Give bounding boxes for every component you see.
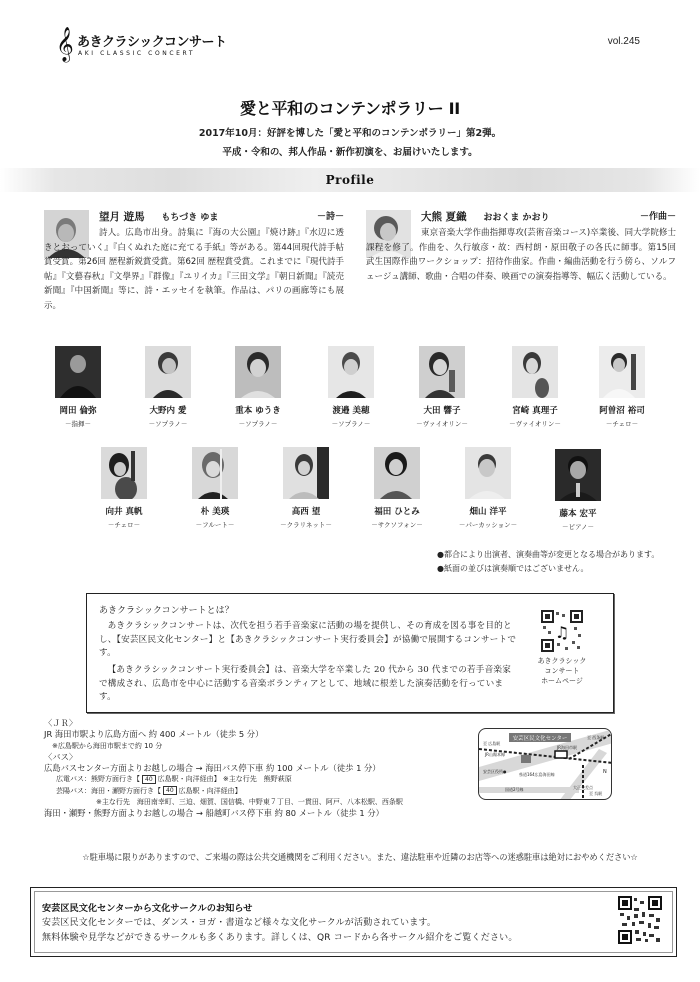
performer-name: 大野内 愛 — [149, 406, 187, 416]
performer-photo — [235, 346, 281, 398]
jr-heading: 〈ＪＲ〉 — [44, 718, 78, 728]
performer-card — [84, 447, 164, 529]
performer-name: 向井 真帆 — [105, 507, 143, 517]
concert-title: 愛と平和のコンテンポラリー II — [240, 99, 460, 118]
notice-item: ●紙面の並びは演奏順ではございません。 — [437, 564, 589, 573]
performer-role: －ヴァイオリン－ — [509, 420, 561, 428]
geiyo-destinations: ※主な行先 海田南幸町、三迫、畑賀、国信橋、中野東７丁目、一貫田、阿戸、八本松駅、西条駅 — [96, 798, 403, 807]
performer-name: 大田 響子 — [423, 406, 461, 416]
bio-name: 望月 遊馬 — [99, 211, 145, 223]
performer-role: －パーカッション－ — [458, 521, 518, 529]
performer-role: －チェロ－ — [107, 521, 141, 529]
performer-role: －指揮－ — [65, 420, 91, 428]
map-label-ward: 安芸区役所● — [483, 769, 507, 774]
performer-card — [311, 346, 391, 428]
performer-photo — [283, 447, 329, 499]
logo-text-jp: あきクラシックコンサート — [77, 35, 227, 50]
bio-role: －作曲－ — [639, 212, 676, 222]
performer-name: 福田 ひとみ — [374, 507, 420, 517]
bus-label: 広電バス：熊野方面行き【 — [56, 775, 140, 784]
subtitle-line-1: 2017年10月：好評を博した「愛と平和のコンテンポラリー」第2弾。 — [198, 128, 502, 139]
concert-logo — [56, 28, 226, 62]
geiyo-bus — [44, 786, 474, 797]
performer-photo — [599, 346, 645, 398]
performer-photo — [55, 346, 101, 398]
bio-kana: おおくま かおり — [483, 213, 550, 223]
homepage-qr-code[interactable] — [541, 610, 583, 652]
bus-directions-2: 海田・瀬野・熊野方面よりお越しの場合 → 船越町バス停下車 約 80 メートル（徒歩 1 分） — [44, 808, 384, 819]
bus-directions-1: 広島バスセンター方面よりお越しの場合 → 海田バス停下車 約 100 メートル（徒歩 1 分） — [44, 763, 381, 774]
svg-text:♫: ♫ — [554, 623, 570, 642]
bio-kana: もちづき ゆま — [161, 213, 219, 223]
circle-qr-code[interactable] — [618, 896, 662, 944]
performer-name: 朴 美瑛 — [200, 507, 230, 517]
map-label-route: 県道164広島海田線 — [519, 772, 555, 777]
map-label-route2: 国道2号線 — [505, 787, 524, 792]
logo-text-en: AKI CLASSIC CONCERT — [78, 50, 196, 57]
about-title: あきクラシックコンサートとは？ — [99, 606, 234, 616]
bio-header — [99, 210, 344, 226]
performer-role: －ピアノ－ — [562, 523, 594, 531]
profile-heading: Profile — [325, 173, 375, 187]
qr-caption — [525, 656, 599, 686]
access-map — [478, 728, 612, 800]
map-label-station: JR海田市駅 — [557, 745, 577, 750]
jr-note: ※広島駅から海田市駅まで約 10 分 — [52, 741, 163, 750]
performer-photo — [145, 346, 191, 398]
bio-role: －詩－ — [316, 212, 344, 222]
map-label-kure: 至 呉駅 — [589, 791, 603, 796]
treble-clef-icon: 𝄞 — [56, 27, 74, 62]
map-label-intersection: 大正交差点 — [573, 785, 593, 790]
map-label-sanyo: JR山陽本線 — [485, 752, 505, 757]
performer-card — [38, 346, 118, 428]
performer-card — [538, 449, 618, 531]
performer-photo — [419, 346, 465, 398]
performer-photo — [101, 447, 147, 499]
performer-name: 阿曽沼 裕司 — [599, 406, 645, 416]
map-label-center: 安芸区民文化センター — [512, 736, 568, 742]
performer-card — [402, 346, 482, 428]
performer-photo — [374, 447, 420, 499]
bus-route: 広島駅・向洋経由】 ※主な行先 熊野萩原 — [157, 775, 292, 784]
bus-heading: 〈バス〉 — [44, 751, 78, 762]
circle-title: 安芸区民文化センターから文化サークルのお知らせ — [42, 903, 253, 914]
hiroden-bus — [44, 774, 474, 785]
performer-role: －ヴァイオリン－ — [416, 420, 468, 428]
performer-name: 重本 ゆうき — [235, 406, 281, 416]
performer-name: 宮崎 真理子 — [512, 406, 558, 416]
performer-name: 岡田 倫弥 — [59, 406, 97, 416]
performer-card — [175, 447, 255, 529]
performer-role: －クラリネット－ — [280, 521, 332, 529]
subtitle-line-2: 平成・令和の、邦人作品・新作初演を、お届けいたします。 — [222, 147, 478, 158]
map-label-hiroshima: 至 広島駅 — [483, 741, 501, 746]
circle-line-1: 安芸区民文化センターでは、ダンス・ヨガ・書道など様々な文化サークルが活動されています。 — [42, 918, 437, 928]
performer-card — [128, 346, 208, 428]
performer-name: 渡邉 美穂 — [332, 406, 370, 416]
map-label-saijo: 至 西条駅 — [587, 735, 605, 740]
performer-card — [448, 447, 528, 529]
qr-caption-line: コンサート — [544, 667, 580, 675]
performer-photo — [512, 346, 558, 398]
performer-photo — [465, 447, 511, 499]
bio-text: 東京音楽大学作曲指揮専攻(芸術音楽コース)卒業後、同大学院修士課程を修了。作曲を、久行敏彦・故：西村朗・原田敬子の各氏に師事。第15回 武生国際作曲ワークショップ：招待作曲家。作曲・編曲活動を行う傍ら、ソルフェージュ講師、歌曲・合唱の伴奏、映画での演奏指導等、幅広く活動している。 — [366, 228, 676, 282]
culture-circle-box — [30, 887, 677, 957]
qr-caption-line: あきクラシック — [537, 657, 587, 665]
performer-role: －ソプラノ－ — [148, 420, 188, 428]
bio-header — [421, 210, 676, 226]
performer-role: －サクソフォン－ — [371, 521, 423, 529]
circle-line-2: 無料体験や見学などができるサークルも多くあります。詳しくは、QR コードから各サークル紹介をご覧ください。 — [42, 933, 518, 943]
performer-name: 畑山 洋平 — [469, 507, 507, 517]
performer-role: －ソプラノ－ — [331, 420, 371, 428]
access-info — [44, 718, 474, 820]
bus-number: 40 — [142, 775, 156, 784]
notice-list — [437, 548, 659, 576]
notice-item: ●都合により出演者、演奏曲等が変更となる場合があります。 — [437, 550, 660, 559]
performer-card — [218, 346, 298, 428]
north-arrow-icon: N — [603, 769, 607, 775]
performer-role: －チェロ－ — [605, 420, 639, 428]
performer-name: 高西 望 — [291, 507, 321, 517]
performer-card — [582, 346, 662, 428]
performer-photo — [328, 346, 374, 398]
jr-directions: JR 海田市駅より広島方面へ 約 400 メートル（徒歩 5 分） — [44, 729, 264, 740]
bus-route: 広島駅・向洋経由】 — [178, 786, 242, 795]
about-paragraph-2: 【あきクラシックコンサート実行委員会】は、音楽大学を卒業した 20 代から 30 代までの若手音楽家で構成され、広島市を中心に活動する音楽ボランティアとして、地域に根差した演奏活動を行っています。 — [99, 665, 511, 702]
bio-name: 大熊 夏織 — [421, 211, 467, 223]
performer-photo — [555, 449, 601, 501]
performer-role: －フルート－ — [195, 521, 235, 529]
parking-notice: ☆駐車場に限りがありますので、ご来場の際は公共交通機関をご利用ください。また、違法駐車や近隣のお店等への迷惑駐車は絶対におやめください☆ — [82, 852, 638, 862]
profile-section-header — [0, 168, 700, 192]
performer-card — [495, 346, 575, 428]
about-concert-box — [86, 593, 614, 713]
bus-number: 40 — [163, 786, 177, 795]
about-paragraph-1: あきクラシックコンサートは、次代を担う若手音楽家に活動の場を提供し、その育成を図る事を目的とし、【安芸区民文化センター】と【あきクラシックコンサート実行委員会】が協働で展開するコンサートです。 — [99, 621, 517, 658]
volume-number: vol.245 — [607, 36, 640, 47]
performer-photo — [192, 447, 238, 499]
bio-text: 詩人。広島市出身。詩集に『海の大公園』『焼け跡』『水辺に透きとおっていく』『白くぬれた庭に充てる手紙』等がある。第44回現代詩手帖賞受賞。第26回 歴程新鋭賞受賞。第62回 歴程賞受賞。これまでに『現代詩手帖』『文藝春秋』『文學界』『群像』『ユリイカ』『三田文学』『朝日新聞』『読売新聞』『中国新聞』等に、詩・エッセイを執筆。作品は、パリの画廊等にも展示。 — [44, 228, 344, 311]
bus-label: 芸陽バス：海田・瀬野方面行き【 — [56, 786, 161, 795]
performer-card — [266, 447, 346, 529]
performer-card — [357, 447, 437, 529]
performer-role: －ソプラノ－ — [238, 420, 278, 428]
performer-name: 藤本 宏平 — [559, 509, 597, 519]
qr-caption-line: ホームページ — [541, 677, 583, 685]
